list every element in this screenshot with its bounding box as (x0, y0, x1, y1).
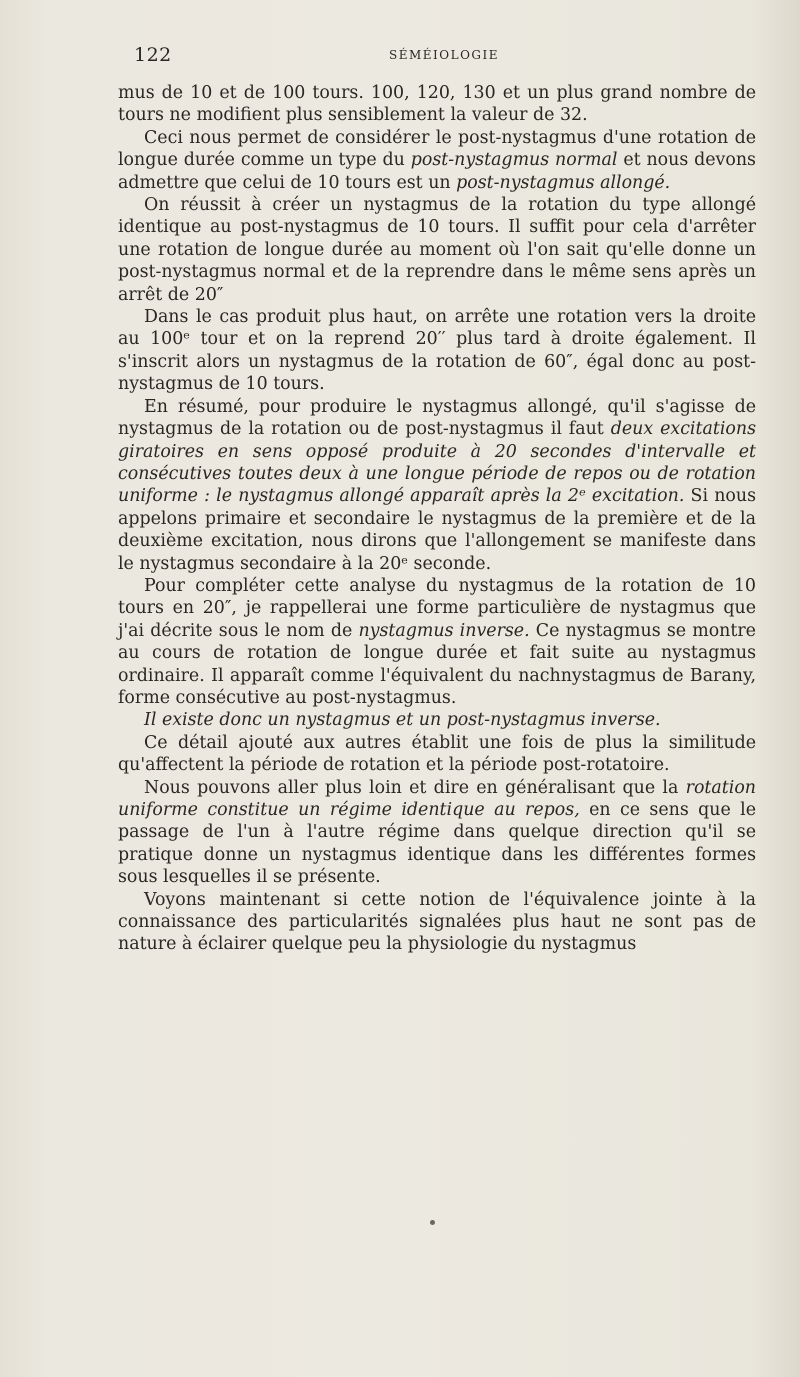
paragraph (118, 194, 756, 306)
text-run: Voyons maintenant si cette notion de l'équivalence jointe à la connaissance des particularités signalées plus haut ne sont pas de nature à éclairer quelque peu la physiologie du nystagmus (118, 889, 756, 955)
text-run: Pour compléter cette analyse du nystagmus de la rotation de 10 tours en 20″, je rappellerai une forme particulière de nystagmus que j'ai décrite sous le nom de (118, 575, 756, 641)
text-run: Ce détail ajouté aux autres établit une fois de plus la similitude qu'affectent la période de rotation et la période post-rotatoire. (118, 732, 756, 776)
paragraph (118, 82, 756, 127)
text-run: Ceci nous permet de considérer le post-nystagmus d'une rotation de longue durée comme un type du (118, 127, 756, 171)
text-run: Nous pouvons aller plus loin et dire en généralisant que la (144, 777, 686, 798)
paragraph (118, 575, 756, 709)
italic-text: nystagmus inverse. (358, 620, 530, 641)
page-header (134, 44, 754, 70)
text-run: mus de 10 et de 100 tours. 100, 120, 130 et un plus grand nombre de tours ne modifient plus sensiblement la valeur de 32. (118, 83, 756, 126)
body-text (118, 82, 756, 956)
running-head: SÉMÉIOLOGIE (389, 48, 499, 62)
text-run: et nous devons admettre que celui de 10 tours est un (118, 150, 756, 193)
italic-text: deux excitations giratoires en sens opposé produite à 20 secondes d'intervalle et consécutives toutes deux à une longue période de repos ou de rotation uniforme : le nystagmus allongé apparaît après la 2ᵉ excitation. (118, 419, 756, 507)
paragraph (118, 889, 756, 956)
paragraph (118, 732, 756, 777)
text-run: On réussit à créer un nystagmus de la rotation du type allongé identique au post-nystagmus de 10 tours. Il suffit pour cela d'arrêter une rotation de longue durée au moment où l'on sait qu'elle donne un post-nystagmus normal et de la reprendre dans le même sens après un arrêt de 20″ (118, 195, 756, 305)
text-run: Ce nystagmus se montre au cours de rotation de longue durée et fait suite au nystagmus ordinaire. Il apparaît comme l'équivalent du nachnystagmus de Barany, forme consécutive au post-nystagmus. (118, 620, 756, 708)
italic-text: rotation uniforme constitue un régime identique au repos, (118, 777, 756, 820)
ink-speck (430, 1220, 435, 1225)
text-run: En résumé, pour produire le nystagmus allongé, qu'il s'agisse de nystagmus de la rotation ou de post-nystagmus il faut (118, 396, 756, 440)
paragraph (118, 709, 756, 731)
paragraph (118, 306, 756, 396)
page-number: 122 (134, 44, 172, 66)
italic-text: Il existe donc un nystagmus et un post-nystagmus inverse. (144, 710, 661, 731)
paragraph (118, 127, 756, 194)
text-run: Dans le cas produit plus haut, on arrête une rotation vers la droite au 100ᵉ tour et on la reprend 20′′ plus tard à droite également. Il s'inscrit alors un nystagmus de la rotation de 60″, égal donc au post-nystagmus de 10 tours. (118, 307, 756, 395)
paragraph (118, 396, 756, 575)
italic-text: post-nystagmus normal (410, 150, 618, 171)
paragraph (118, 777, 756, 889)
italic-text: post-nystagmus allongé. (456, 172, 671, 193)
text-run: en ce sens que le passage de l'un à l'autre régime dans quelque direction qu'il se pratique donne un nystagmus identique dans les différentes formes sous lesquelles il se présente. (118, 800, 756, 888)
text-run: Si nous appelons primaire et secondaire le nystagmus de la première et de la deuxième excitation, nous dirons que l'allongement se manifeste dans le nystagmus secondaire à la 20ᵉ seconde. (118, 486, 756, 574)
